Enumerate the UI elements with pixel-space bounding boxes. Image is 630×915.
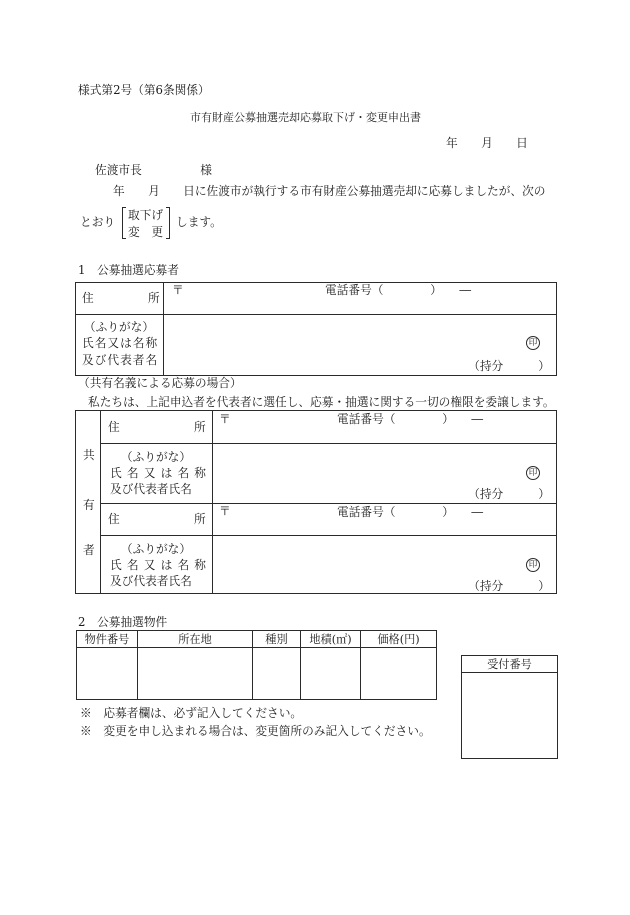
property-heading: 2 公募抽選物件 [78, 615, 168, 629]
left-bracket [122, 207, 126, 239]
representative-label: 及び代表者名 [82, 353, 159, 367]
location-cell [138, 648, 253, 700]
note-change: ※ 変更を申し込まれる場合は、変更箇所のみ記入してください。 [80, 724, 431, 738]
statement-line: 年 月 日に佐渡市が執行する市有財産公募抽選売却に応募しましたが、次の [113, 184, 546, 198]
postal-mark: 〒 [172, 283, 184, 297]
name-label: 氏名又は名称 [82, 336, 159, 350]
name-label: 氏 名 又 は 名 称 [110, 466, 206, 480]
property-entry-row [77, 648, 437, 700]
right-bracket [166, 207, 170, 239]
phone-label: 電話番号（ ） ― [337, 505, 484, 519]
statement-suffix: します。 [176, 215, 222, 229]
co-owner-heading: （共有名義による応募の場合） [78, 376, 242, 390]
price-cell [361, 648, 437, 700]
receipt-box [461, 655, 558, 759]
area-cell [301, 648, 361, 700]
share-label: （持分 ） [468, 487, 550, 501]
co-owner-side-label: 共 [83, 448, 95, 462]
phone-label: 電話番号（ ） ― [337, 412, 484, 426]
receipt-number-cell [462, 673, 558, 759]
addressee: 佐渡市長 様 [95, 163, 212, 177]
address-label: 住 所 [108, 420, 207, 434]
receipt-header-row [462, 656, 558, 673]
share-label: （持分 ） [468, 579, 550, 593]
co-owner-side-label: 者 [83, 543, 95, 557]
row-divider [100, 503, 557, 504]
address-label: 住 所 [108, 512, 207, 526]
property-table [76, 630, 437, 700]
applicant-heading: 1 公募抽選応募者 [78, 263, 179, 277]
column-divider [212, 410, 213, 594]
row-divider [75, 314, 557, 315]
column-header-area: 地積(㎡) [301, 631, 361, 648]
furigana-label: （ふりがな） [120, 450, 192, 464]
furigana-label: （ふりがな） [83, 320, 155, 334]
furigana-label: （ふりがな） [120, 542, 192, 556]
form-number: 様式第2号（第6条関係） [78, 83, 210, 97]
delegation-statement: 私たちは、上記申込者を代表者に選任し、応募・抽選に関する一切の権限を委譲します。 [88, 395, 555, 409]
co-owner-side-label: 有 [83, 498, 95, 512]
property-number-cell [77, 648, 138, 700]
postal-mark: 〒 [219, 412, 231, 426]
column-header-price: 価格(円) [361, 631, 437, 648]
column-divider [100, 410, 101, 594]
statement-prefix: とおり [80, 215, 116, 229]
column-header-property-number: 物件番号 [77, 631, 138, 648]
receipt-entry-row [462, 673, 558, 759]
address-label: 住 所 [82, 291, 162, 305]
property-header-row [77, 631, 437, 648]
seal-mark: 印 [526, 336, 540, 350]
seal-mark: 印 [526, 466, 540, 480]
column-header-type: 種別 [253, 631, 301, 648]
row-divider [100, 535, 557, 536]
phone-label: 電話番号（ ） ― [325, 283, 472, 297]
postal-mark: 〒 [219, 504, 231, 518]
representative-label: 及び代表者氏名 [110, 574, 192, 588]
column-header-location: 所在地 [138, 631, 253, 648]
type-cell [253, 648, 301, 700]
seal-mark: 印 [526, 558, 540, 572]
option-withdraw: 取下げ [128, 208, 164, 222]
receipt-label: 受付番号 [462, 656, 558, 673]
form-title: 市有財産公募抽選売却応募取下げ・変更申出書 [190, 111, 421, 124]
date-line: 年 月 日 [446, 136, 528, 150]
share-label: （持分 ） [468, 359, 550, 373]
column-divider [163, 282, 164, 376]
name-label: 氏 名 又 は 名 称 [110, 558, 206, 572]
row-divider [100, 443, 557, 444]
representative-label: 及び代表者氏名 [110, 482, 192, 496]
note-required: ※ 応募者欄は、必ず記入してください。 [80, 706, 303, 720]
option-change: 変 更 [128, 225, 164, 239]
